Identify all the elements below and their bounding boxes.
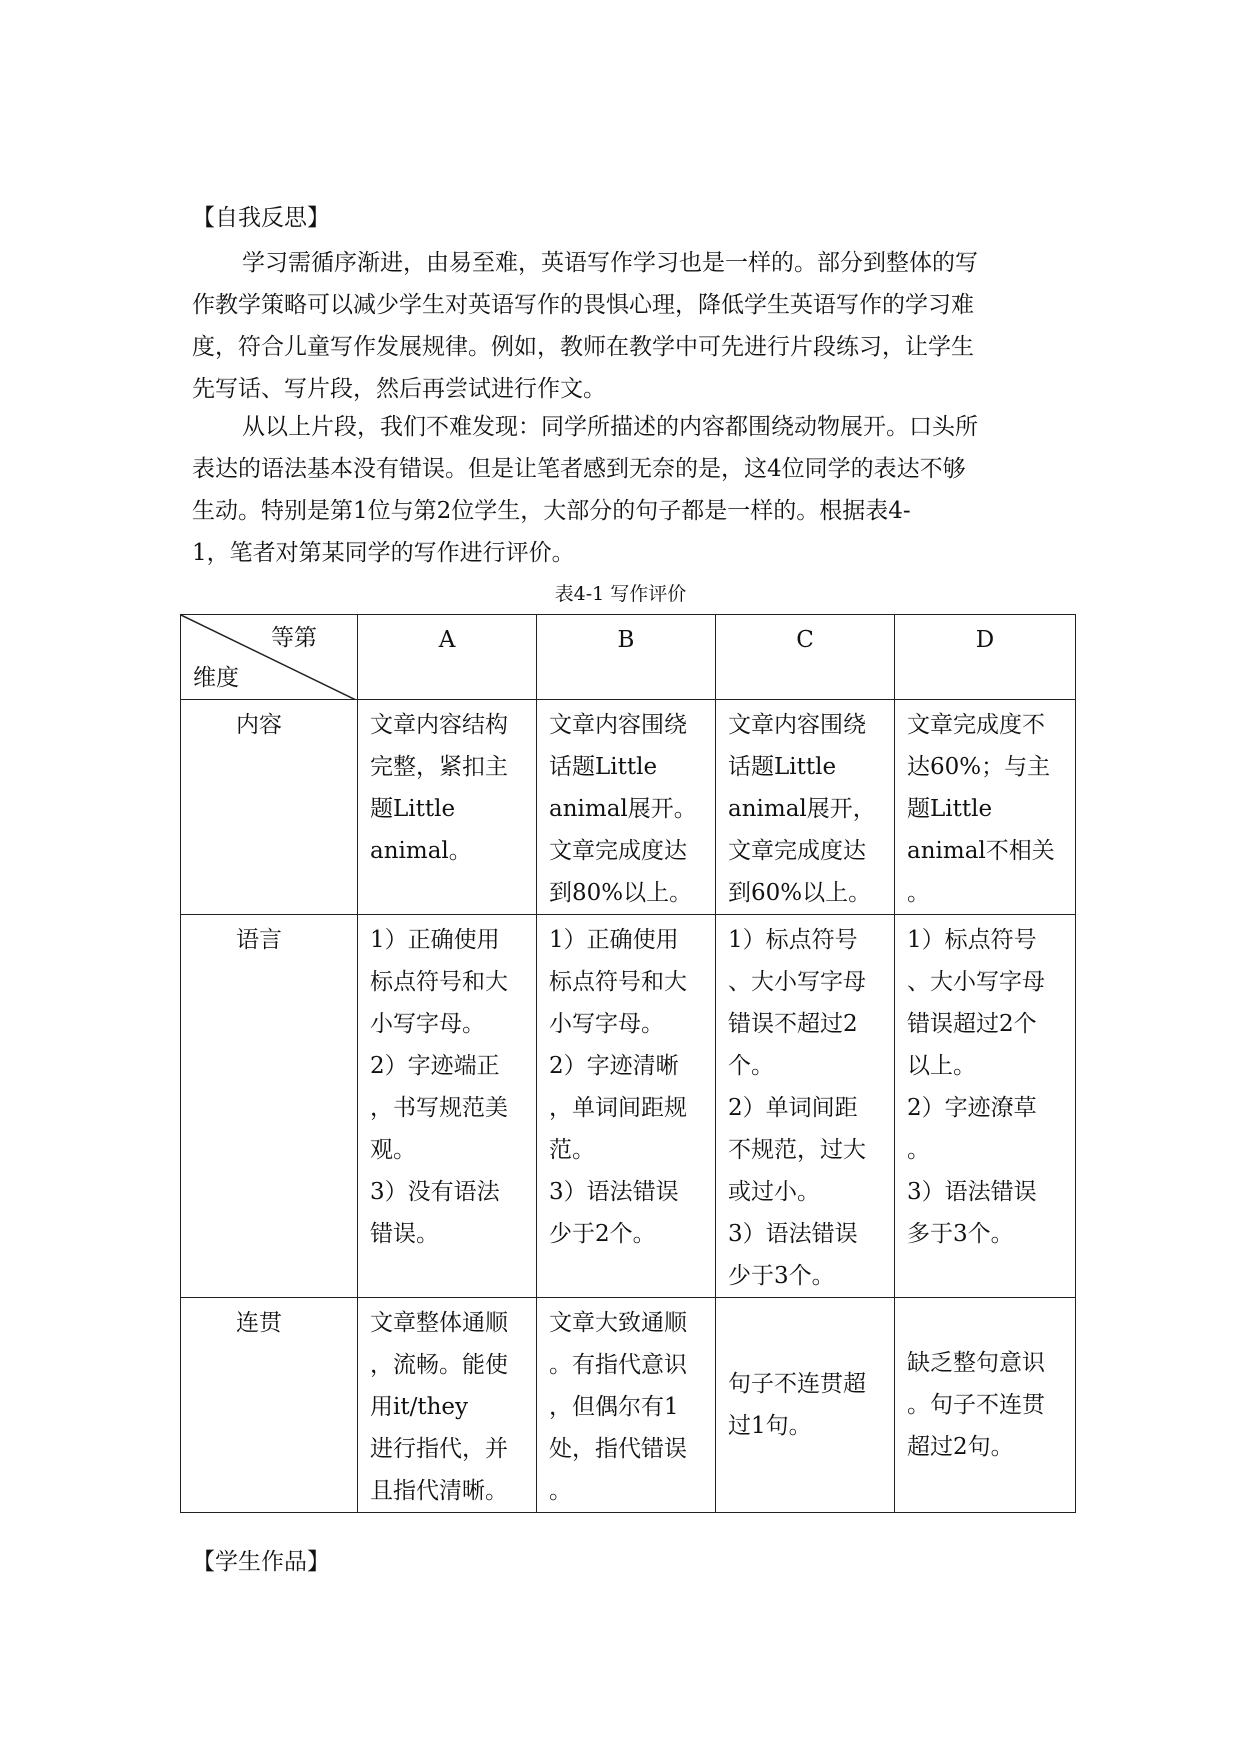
cell-line: 2）字迹端正 (370, 1053, 500, 1079)
grade-header-a: A (358, 615, 537, 700)
cell-line: 1）正确使用 (549, 927, 679, 953)
corner-header-cell (181, 615, 358, 700)
cell-line: 用it/they (370, 1394, 469, 1420)
cell-line: animal。 (370, 838, 472, 864)
section-heading-student-work: 【学生作品】 (192, 1549, 330, 1575)
table-caption: 表4-1 写作评价 (554, 583, 687, 605)
table-header-row (181, 615, 1076, 700)
cell-line: 2）单词间距 (728, 1095, 858, 1121)
cell-line: 过1句。 (728, 1413, 812, 1439)
cell-line: 、大小写字母 (907, 969, 1045, 995)
cell-line: 完整，紧扣主 (370, 754, 508, 780)
cell-line: 1）标点符号 (907, 927, 1037, 953)
cell-line: 。句子不连贯 (907, 1392, 1045, 1418)
criteria-cell (358, 700, 537, 915)
criteria-cell (537, 1298, 716, 1513)
cell-line: 缺乏整句意识 (907, 1350, 1045, 1376)
dimension-cell: 内容 (181, 700, 358, 915)
dimension-cell: 语言 (181, 915, 358, 1298)
cell-line: 文章完成度达 (728, 838, 866, 864)
cell-line: ，书写规范美 (370, 1095, 508, 1121)
grade-header-d: D (895, 615, 1076, 700)
cell-line: 文章内容围绕 (728, 712, 866, 738)
criteria-cell (537, 915, 716, 1298)
table-row-coherence (181, 1298, 1076, 1513)
cell-line: 少于3个。 (728, 1263, 835, 1289)
cell-line: ，单词间距规 (549, 1095, 687, 1121)
paragraph-2 (192, 406, 1052, 574)
cell-line: animal展开。 (549, 796, 697, 822)
cell-line: 。 (907, 880, 930, 906)
paragraph-line: 作教学策略可以减少学生对英语写作的畏惧心理，降低学生英语写作的学习难 (192, 292, 974, 318)
cell-line: ，流畅。能使 (370, 1352, 508, 1378)
cell-line: 达60%；与主 (907, 754, 1051, 780)
cell-line: animal不相关 (907, 838, 1055, 864)
cell-line: 到80%以上。 (549, 880, 693, 906)
paragraph-line: 生动。特别是第1位与第2位学生，大部分的句子都是一样的。根据表4- (192, 498, 911, 524)
cell-line: 。有指代意识 (549, 1352, 687, 1378)
cell-line: 话题Little (549, 754, 658, 780)
paragraph-line: 表达的语法基本没有错误。但是让笔者感到无奈的是，这4位同学的表达不够 (192, 456, 966, 482)
cell-line: 文章整体通顺 (370, 1310, 508, 1336)
cell-line: 少于2个。 (549, 1221, 656, 1247)
cell-line: 句子不连贯超 (728, 1371, 866, 1397)
cell-line: 3）语法错误 (549, 1179, 679, 1205)
criteria-cell (716, 1298, 895, 1513)
table-row-content (181, 700, 1076, 915)
criteria-cell (716, 700, 895, 915)
cell-line: 范。 (549, 1137, 595, 1163)
criteria-cell (895, 700, 1076, 915)
cell-line: 以上。 (907, 1053, 976, 1079)
table-row-language (181, 915, 1076, 1298)
cell-line: 错误超过2个 (907, 1011, 1037, 1037)
cell-line: 话题Little (728, 754, 837, 780)
corner-label-dimension: 维度 (193, 665, 239, 691)
criteria-cell (716, 915, 895, 1298)
writing-evaluation-table (180, 614, 1076, 1513)
cell-line: animal展开， (728, 796, 876, 822)
cell-line: 错误。 (370, 1221, 439, 1247)
criteria-cell (895, 915, 1076, 1298)
cell-line: 1）正确使用 (370, 927, 500, 953)
cell-line: 进行指代，并 (370, 1436, 508, 1462)
cell-line: 错误不超过2 (728, 1011, 858, 1037)
cell-line: 或过小。 (728, 1179, 820, 1205)
cell-line: 小写字母。 (370, 1011, 485, 1037)
grade-header-b: B (537, 615, 716, 700)
paragraph-line: 度，符合儿童写作发展规律。例如，教师在教学中可先进行片段练习，让学生 (192, 334, 974, 360)
cell-line: 3）语法错误 (907, 1179, 1037, 1205)
cell-line: 1）标点符号 (728, 927, 858, 953)
cell-line: 标点符号和大 (370, 969, 508, 995)
cell-line: 不规范，过大 (728, 1137, 866, 1163)
cell-line: 3）语法错误 (728, 1221, 858, 1247)
cell-line: 多于3个。 (907, 1221, 1014, 1247)
cell-line: 题Little (370, 796, 456, 822)
cell-line: 2）字迹潦草 (907, 1095, 1037, 1121)
paragraph-line: 从以上片段，我们不难发现：同学所描述的内容都围绕动物展开。口头所 (242, 414, 978, 440)
cell-line: 、大小写字母 (728, 969, 866, 995)
grade-header-c: C (716, 615, 895, 700)
criteria-cell (537, 700, 716, 915)
cell-line: 。 (907, 1137, 930, 1163)
cell-line: 到60%以上。 (728, 880, 872, 906)
cell-line: 题Little (907, 796, 993, 822)
cell-line: 小写字母。 (549, 1011, 664, 1037)
cell-line: 文章内容结构 (370, 712, 508, 738)
cell-line: 文章大致通顺 (549, 1310, 687, 1336)
paragraph-line: 1，笔者对第某同学的写作进行评价。 (192, 540, 575, 566)
corner-label-grade: 等第 (271, 625, 317, 651)
cell-line: 。 (549, 1478, 572, 1504)
paragraph-1 (192, 242, 1052, 410)
cell-line: 3）没有语法 (370, 1179, 500, 1205)
cell-line: 2）字迹清晰 (549, 1053, 679, 1079)
criteria-cell (358, 1298, 537, 1513)
cell-line: 处，指代错误 (549, 1436, 687, 1462)
criteria-cell (895, 1298, 1076, 1513)
cell-line: 文章完成度达 (549, 838, 687, 864)
cell-line: 个。 (728, 1053, 774, 1079)
cell-line: 超过2句。 (907, 1434, 1014, 1460)
paragraph-line: 学习需循序渐进，由易至难，英语写作学习也是一样的。部分到整体的写 (242, 250, 978, 276)
cell-line: 且指代清晰。 (370, 1478, 508, 1504)
dimension-cell: 连贯 (181, 1298, 358, 1513)
cell-line: 观。 (370, 1137, 416, 1163)
cell-line: 标点符号和大 (549, 969, 687, 995)
cell-line: 文章完成度不 (907, 712, 1045, 738)
criteria-cell (358, 915, 537, 1298)
paragraph-line: 先写话、写片段，然后再尝试进行作文。 (192, 376, 606, 402)
cell-line: 文章内容围绕 (549, 712, 687, 738)
section-heading-reflection: 【自我反思】 (192, 205, 330, 231)
cell-line: ，但偶尔有1 (549, 1394, 679, 1420)
